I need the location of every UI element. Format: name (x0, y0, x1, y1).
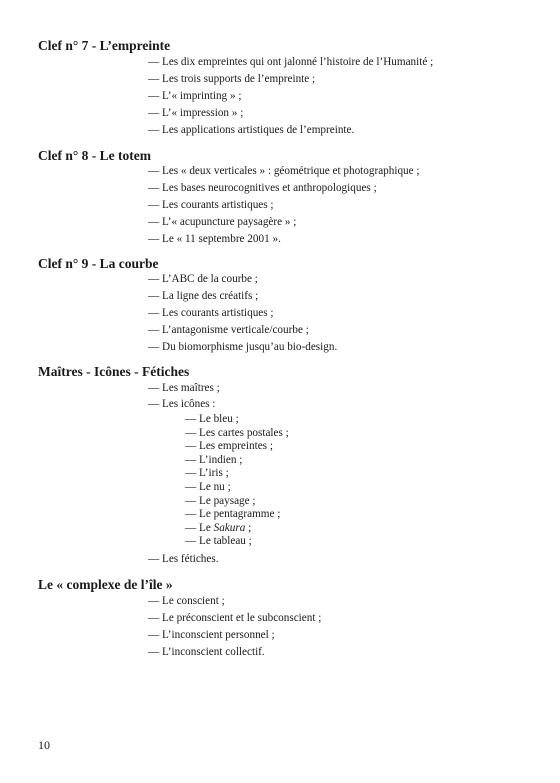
sub-list-item: — L’iris ; (185, 467, 229, 480)
sakura-prefix: — Le (185, 521, 214, 534)
sub-list-item: — Le nu ; (185, 480, 231, 493)
list-item: — L’antagonisme verticale/courbe ; (148, 324, 309, 336)
section-list (148, 54, 433, 139)
icones-sublist (148, 413, 289, 549)
section-heading: Clef n° 7 - L’empreinte (38, 38, 171, 53)
sub-list-item: — Le paysage ; (185, 494, 256, 507)
sub-list-item: — Les empreintes ; (185, 440, 273, 453)
sub-list-item: — Les cartes postales ; (185, 426, 289, 439)
list-item: — L’« impression » ; (148, 107, 244, 119)
list-item: — L’« acupuncture paysagère » ; (148, 216, 297, 228)
section-heading: Le « complexe de l’île » (38, 577, 173, 592)
sub-list-item: — Le tableau ; (185, 535, 252, 548)
list-item: — L’« imprinting » ; (148, 90, 242, 102)
sub-list-item: — L’indien ; (185, 453, 243, 466)
list-item: — L’ABC de la courbe ; (148, 273, 258, 285)
list-item: — Le « 11 septembre 2001 ». (148, 233, 281, 245)
section-heading: Clef n° 9 - La courbe (38, 256, 159, 271)
list-item: — Les « deux verticales » : géométrique et photographique ; (148, 165, 420, 177)
list-item: — Le conscient ; (148, 595, 225, 607)
list-item: — Les bases neurocognitives et anthropologiques ; (148, 182, 377, 194)
list-item: — Les trois supports de l’empreinte ; (148, 73, 316, 85)
section-heading: Maîtres - Icônes - Fétiches (38, 364, 190, 379)
section-heading: Clef n° 8 - Le totem (38, 148, 151, 163)
section-list (148, 163, 420, 248)
sub-list-item-sakura (185, 522, 289, 536)
sakura-tail: ; (245, 521, 252, 534)
list-item: — L’inconscient collectif. (148, 646, 265, 658)
sub-list-item: — Le bleu ; (185, 413, 239, 425)
list-item: — Les fétiches. (148, 552, 219, 565)
list-item: — Les dix empreintes qui ont jalonné l’histoire de l’Humanité ; (148, 56, 434, 68)
list-item: — Du biomorphisme jusqu’au bio-design. (148, 341, 338, 353)
page-number: 10 (38, 738, 50, 752)
section-list (148, 271, 337, 356)
section-list (148, 593, 321, 661)
list-item: — Les maîtres ; (148, 382, 220, 394)
list-item-label: — Les icônes : (148, 398, 216, 410)
sub-list-item: — Le pentagramme ; (185, 508, 281, 521)
sakura-word: Sakura (213, 521, 246, 534)
list-item: — Le préconscient et le subconscient ; (148, 612, 322, 624)
list-item: — La ligne des créatifs ; (148, 290, 259, 302)
list-item (148, 397, 289, 549)
list-item: — Les courants artistiques ; (148, 199, 274, 211)
section-list (148, 380, 289, 568)
list-item: — Les applications artistiques de l’empreinte. (148, 124, 355, 136)
list-item: — Les courants artistiques ; (148, 307, 274, 319)
list-item: — L’inconscient personnel ; (148, 629, 275, 641)
